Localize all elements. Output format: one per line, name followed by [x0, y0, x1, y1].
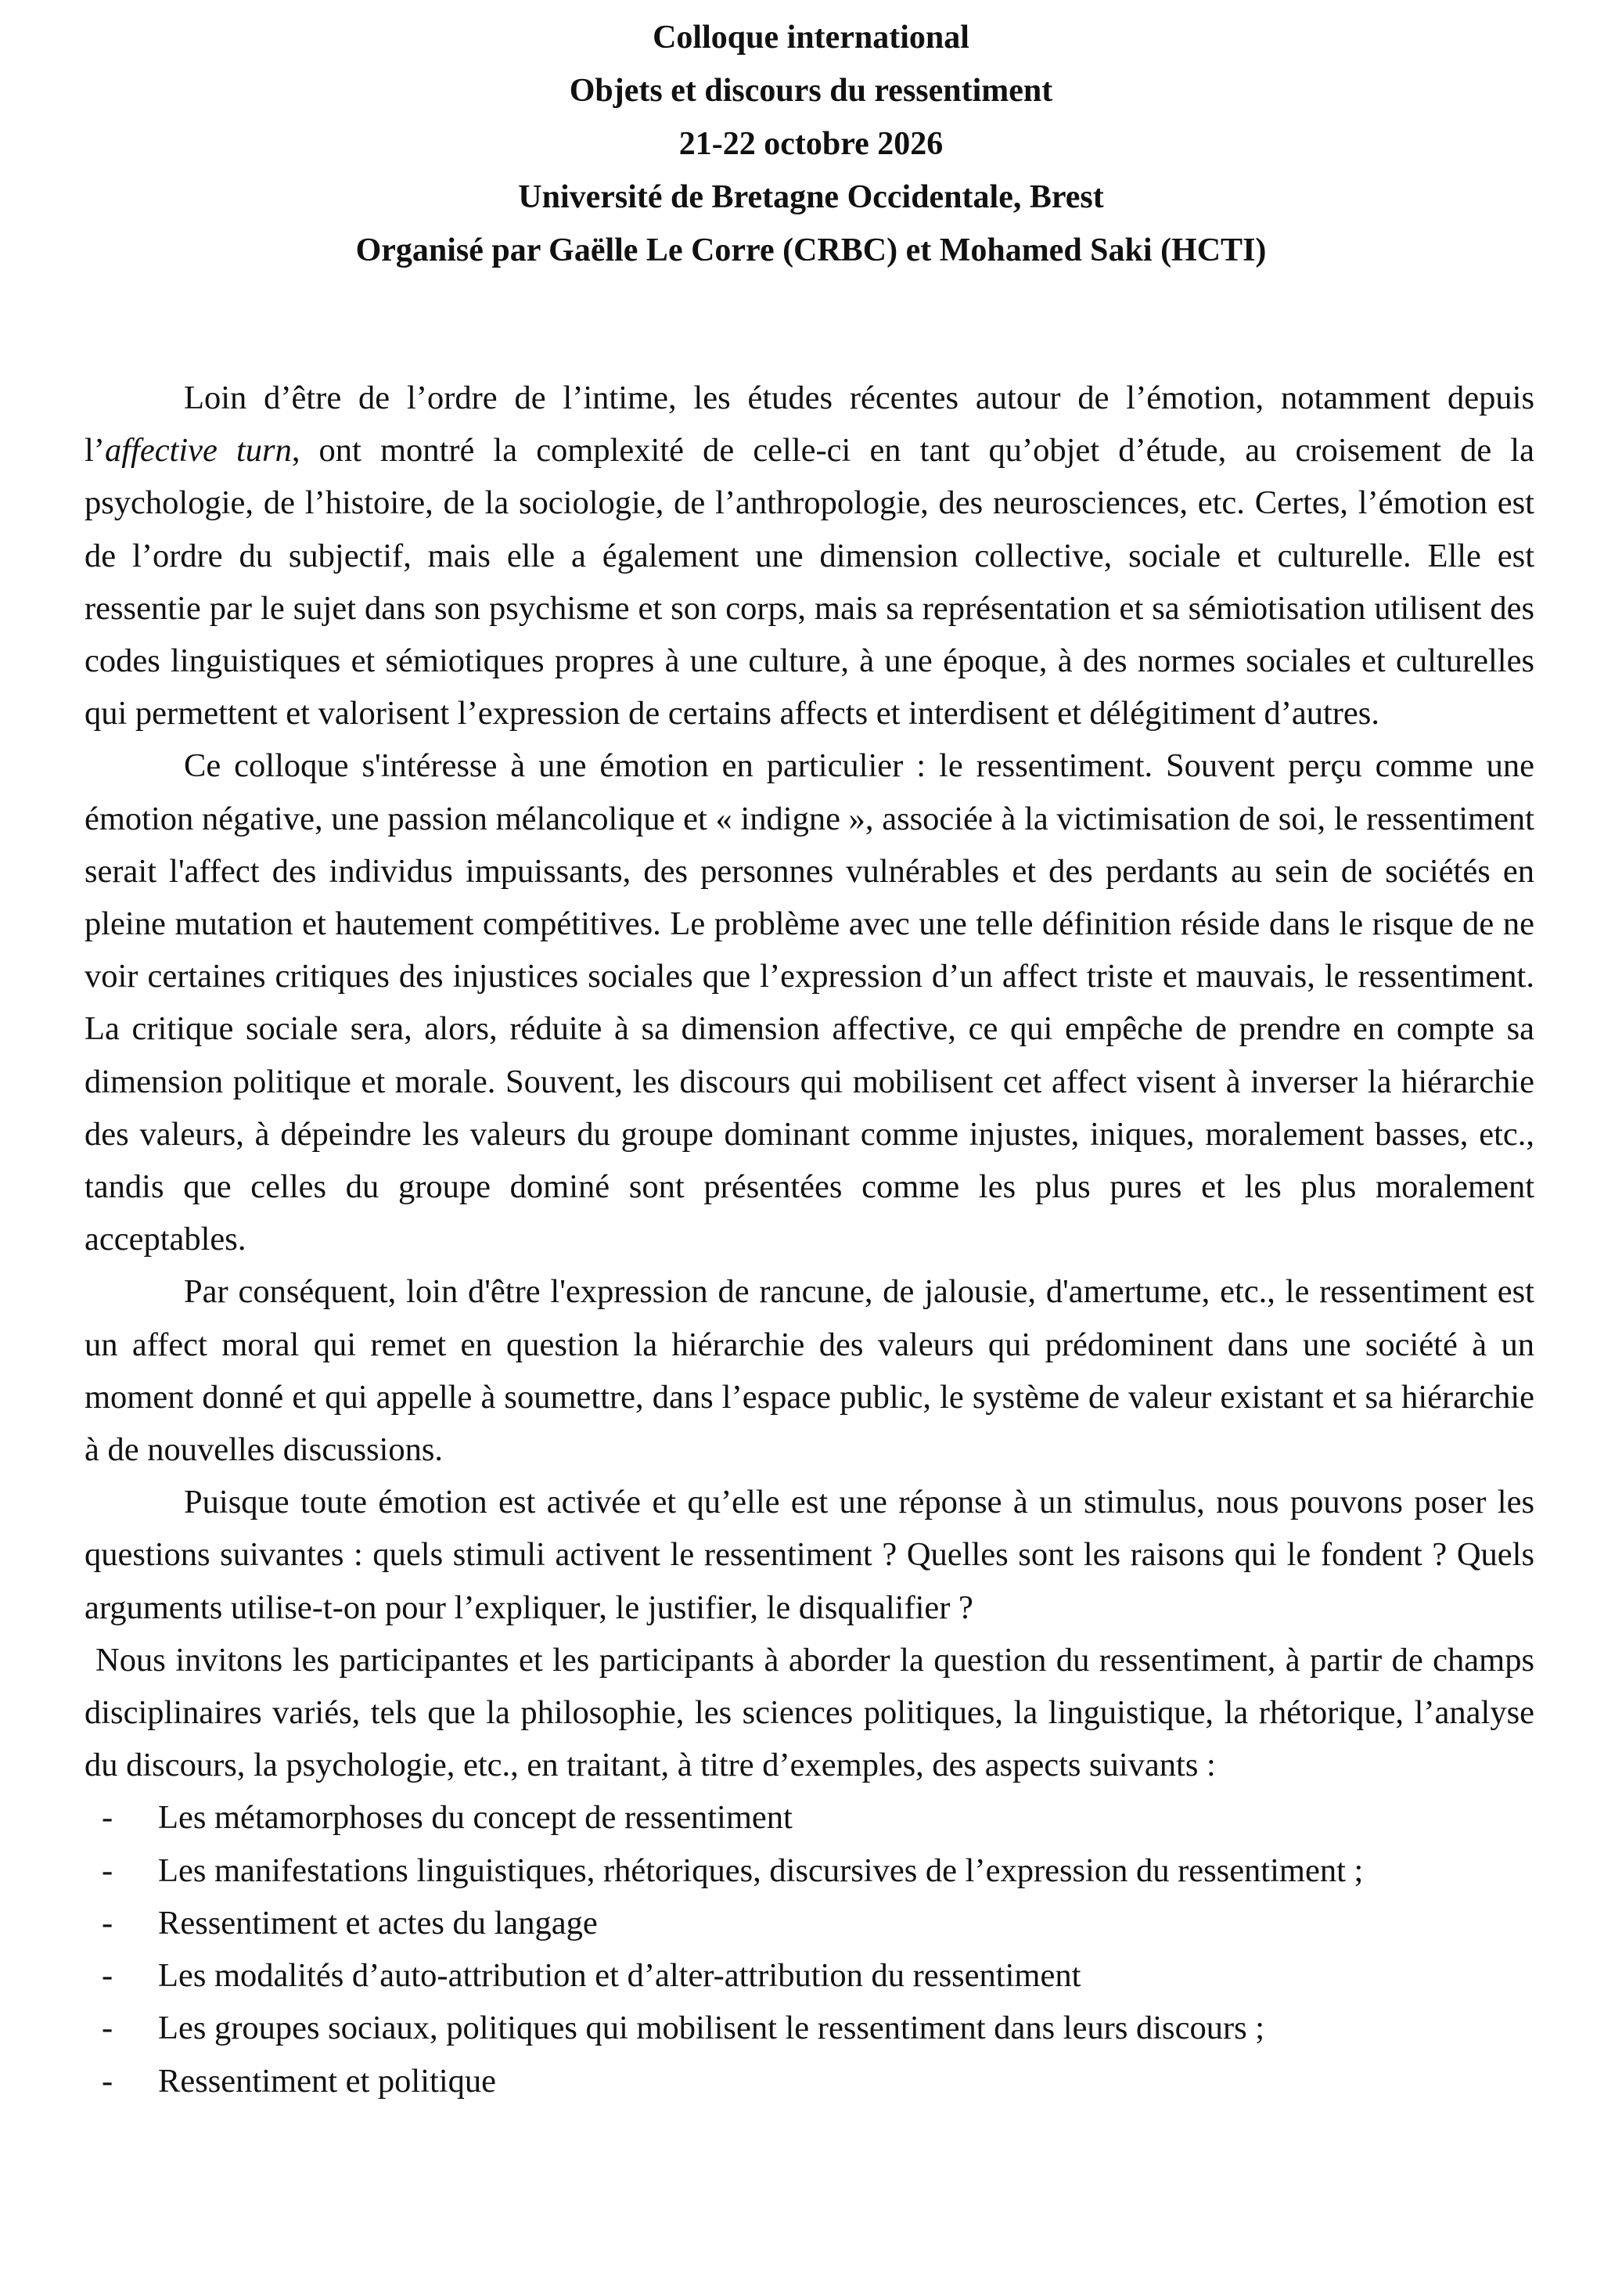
header-organizers: Organisé par Gaëlle Le Corre (CRBC) et Mohamed Saki (HCTI): [355, 232, 1267, 268]
list-dash: -: [102, 1799, 113, 1837]
list-item-text: Les manifestations linguistiques, rhétoriques, discursives de l’expression du ressentiment ;: [158, 1852, 1364, 1889]
list-item: [85, 1897, 1534, 1949]
paragraph-1-start: Loin d’être de l’ordre de l’intime, les études récentes autour de l’émotion, notamment depuis l’: [85, 380, 1534, 470]
paragraph-5: Nous invitons les participantes et les participants à aborder la question du ressentiment, à partir de champs disciplinaires variés, tels que la philosophie, les sciences politiques, la linguistique, la rhétorique, l’analyse du discours, la psychologie, etc., en traitant, à titre d’exemples, des aspects suivants :: [85, 1641, 1534, 1784]
list-item: [85, 1791, 1534, 1844]
list-dash: -: [102, 2062, 113, 2100]
header-venue: Université de Bretagne Occidentale, Brest: [518, 179, 1104, 215]
list-dash: -: [102, 2010, 113, 2047]
list-item: [85, 1844, 1534, 1897]
topics-list: [85, 1791, 1534, 2107]
list-item-text: Les groupes sociaux, politiques qui mobilisent le ressentiment dans leurs discours ;: [158, 2010, 1265, 2047]
header-title: Objets et discours du ressentiment: [569, 73, 1053, 109]
header-colloquium-type: Colloque international: [653, 20, 969, 56]
document-body: [85, 372, 1534, 2107]
list-item: [85, 2002, 1534, 2054]
list-dash: -: [102, 1904, 113, 1942]
paragraph-4: Puisque toute émotion est activée et qu’elle est une réponse à un stimulus, nous pouvons poser les questions suivantes : quels stimuli activent le ressentiment ? Quelles sont les raisons qui le fondent ? Quels arguments utilise-t-on pour l’expliquer, le justifier, le disqualifier ?: [85, 1484, 1534, 1626]
list-dash: -: [102, 1852, 113, 1889]
list-item-text: Ressentiment et politique: [158, 2062, 497, 2100]
list-item-text: Ressentiment et actes du langage: [158, 1904, 598, 1942]
list-dash: -: [102, 1957, 113, 1995]
paragraph-1: [85, 372, 1534, 740]
list-item-text: Les métamorphoses du concept de ressentiment: [158, 1799, 793, 1837]
paragraph-1-italic-term: affective turn: [104, 432, 292, 470]
list-item-text: Les modalités d’auto-attribution et d’alter-attribution du ressentiment: [158, 1957, 1081, 1995]
paragraph-1-rest: , ont montré la complexité de celle-ci en tant qu’objet d’étude, au croisement de la psychologie, de l’histoire, de la sociologie, de l’anthropologie, des neurosciences, etc. Certes, l’émotion est de l’ordre du subjectif, mais elle a également une dimension collective, sociale et culturelle. Elle est ressentie par le sujet dans son psychisme et son corps, mais sa représentation et sa sémiotisation utilisent des codes linguistiques et sémiotiques propres à une culture, à une époque, à des normes sociales et culturelles qui permettent et valorisent l’expression de certains affects et interdisent et délégitiment d’autres.: [85, 432, 1534, 732]
document-header: [0, 11, 1622, 277]
list-item: [85, 1949, 1534, 2002]
paragraph-3: Par conséquent, loin d'être l'expression de rancune, de jalousie, d'amertume, etc., le ressentiment est un affect moral qui remet en question la hiérarchie des valeurs qui prédominent dans une société à un moment donné et qui appelle à soumettre, dans l’espace public, le système de valeur existant et sa hiérarchie à de nouvelles discussions.: [85, 1273, 1534, 1469]
header-dates: 21-22 octobre 2026: [678, 126, 944, 162]
list-item: [85, 2055, 1534, 2107]
paragraph-2: Ce colloque s'intéresse à une émotion en particulier : le ressentiment. Souvent perçu comme une émotion négative, une passion mélancolique et « indigne », associée à la victimisation de soi, le ressentiment serait l'affect des individus impuissants, des personnes vulnérables et des perdants au sein de sociétés en pleine mutation et hautement compétitives. Le problème avec une telle définition réside dans le risque de ne voir certaines critiques des injustices sociales que l’expression d’un affect triste et mauvais, le ressentiment. La critique sociale sera, alors, réduite à sa dimension affective, ce qui empêche de prendre en compte sa dimension politique et morale. Souvent, les discours qui mobilisent cet affect visent à inverser la hiérarchie des valeurs, à dépeindre les valeurs du groupe dominant comme injustes, iniques, moralement basses, etc., tandis que celles du groupe dominé sont présentées comme les plus pures et les plus moralement acceptables.: [85, 747, 1534, 1258]
